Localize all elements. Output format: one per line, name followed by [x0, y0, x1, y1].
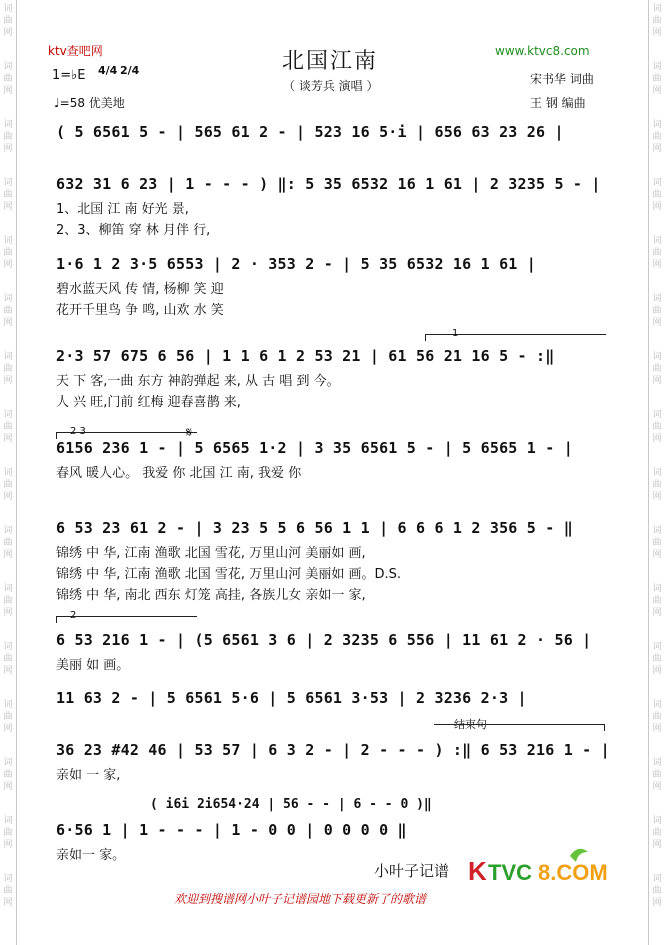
watermark-char: 词	[3, 4, 13, 14]
time-signature-2: 2/4	[120, 64, 140, 77]
watermark-char: 曲	[3, 190, 13, 200]
watermark-char: 词	[652, 62, 662, 72]
watermark-char: 曲	[3, 712, 13, 722]
watermark-char: 网	[3, 898, 13, 908]
lyric-line: 碧水蓝天风 传 情, 杨柳 笑 迎	[56, 282, 224, 297]
watermark-char: 网	[652, 608, 662, 618]
song-title: 北国江南	[282, 49, 379, 74]
arranger-credit: 王 钢 编曲	[530, 96, 586, 110]
score-line	[0, 628, 665, 673]
watermark-char: 词	[3, 294, 13, 304]
lyric-line: 2、3、柳笛 穿 林 月伴 行,	[56, 223, 211, 238]
watermark-char: 曲	[3, 538, 13, 548]
watermark-char: 网	[3, 724, 13, 734]
watermark-char: 曲	[3, 248, 13, 258]
watermark-char: 网	[3, 260, 13, 270]
watermark-char: 网	[652, 898, 662, 908]
watermark-char: 曲	[652, 596, 662, 606]
watermark-char: 词	[652, 120, 662, 130]
notation-line: 6 53 23 61 2 - | 3 23 5 5 6 56 1 1 | 6 6 6 1 2 356 5 - ‖	[56, 519, 573, 537]
watermark-char: 词	[3, 62, 13, 72]
watermark-char: 曲	[652, 654, 662, 664]
notation-line: 6156 236 1 - | 5 6565 1·2 | 3 35 6561 5 - | 5 6565 1 - |	[56, 439, 573, 457]
watermark-char: 词	[652, 758, 662, 768]
notation-line: ( 5 6561 5 - | 565 61 2 - | 523 16 5·i | 656 63 23 26 |	[56, 123, 564, 141]
watermark-char: 词	[3, 120, 13, 130]
arranger-signature: 小叶子记谱	[374, 862, 450, 880]
notation-line: 6 53 216 1 - | (5 6561 3 6 | 2 3235 6 556 | 11 61 2 · 56 |	[56, 631, 592, 649]
watermark-char: 曲	[652, 422, 662, 432]
watermark-char: 网	[3, 608, 13, 618]
lyric-line: 亲如一 家。	[56, 848, 126, 863]
watermark-char: 词	[3, 468, 13, 478]
watermark-char: 曲	[652, 770, 662, 780]
watermark-char: 词	[652, 410, 662, 420]
watermark-char: 词	[3, 236, 13, 246]
watermark-char: 曲	[3, 306, 13, 316]
segno-sign: 𝄋	[186, 425, 193, 441]
score-line	[0, 436, 665, 481]
watermark-char: 网	[652, 376, 662, 386]
volta-last-bracket	[56, 616, 197, 623]
lyric-line: 1、北国 江 南 好光 景,	[56, 202, 189, 217]
score-line	[0, 172, 665, 238]
watermark-char: 曲	[652, 132, 662, 142]
watermark-char: 曲	[652, 364, 662, 374]
notation-line: 1·6 1 2 3·5 6553 | 2 · 353 2 - | 5 35 6532 16 1 61 |	[56, 255, 536, 273]
watermark-char: 词	[652, 874, 662, 884]
watermark-char: 曲	[3, 16, 13, 26]
watermark-char: 网	[652, 318, 662, 328]
watermark-char: 曲	[3, 596, 13, 606]
watermark-char: 网	[3, 86, 13, 96]
notation-line: 632 31 6 23 | 1 - - - ) ‖: 5 35 6532 16 1 61 | 2 3235 5 - |	[56, 175, 601, 193]
watermark-char: 词	[3, 526, 13, 536]
logo-tvc-letters: TVC	[488, 860, 532, 885]
score-line	[0, 686, 665, 710]
watermark-char: 词	[3, 584, 13, 594]
website-url: www.ktvc8.com	[495, 44, 590, 58]
watermark-char: 曲	[652, 886, 662, 896]
watermark-char: 网	[3, 492, 13, 502]
watermark-char: 曲	[3, 886, 13, 896]
lyric-line: 春风 暖人心。 我爱 你 北国 江 南, 我爱 你	[56, 466, 302, 481]
watermark-char: 曲	[3, 74, 13, 84]
watermark-char: 词	[652, 642, 662, 652]
watermark-char: 词	[652, 700, 662, 710]
watermark-char: 词	[652, 4, 662, 14]
lyric-line: 亲如 一 家,	[56, 768, 121, 783]
watermark-char: 网	[652, 86, 662, 96]
watermark-char: 词	[3, 700, 13, 710]
watermark-char: 词	[652, 526, 662, 536]
watermark-char: 词	[652, 816, 662, 826]
watermark-char: 词	[3, 410, 13, 420]
watermark-char: 词	[3, 758, 13, 768]
watermark-char: 网	[3, 434, 13, 444]
site-label: ktv查吧网	[48, 44, 103, 58]
watermark-char: 词	[652, 178, 662, 188]
score-line	[0, 120, 665, 144]
score-line	[0, 738, 665, 783]
watermark-char: 曲	[3, 480, 13, 490]
logo-k-letter: K	[468, 856, 487, 886]
watermark-char: 网	[652, 202, 662, 212]
watermark-char: 网	[3, 666, 13, 676]
key-signature: 1=♭E	[52, 68, 86, 83]
watermark-char: 曲	[3, 422, 13, 432]
watermark-char: 网	[652, 260, 662, 270]
lyricist-credit: 宋书华 词曲	[530, 72, 594, 86]
lyric-line: 锦绣 中 华, 江南 渔歌 北国 雪花, 万里山河 美丽如 画。D.S.	[56, 567, 401, 582]
lyric-line: 锦绣 中 华, 南北 西东 灯笼 高挂, 各族儿女 亲如一 家,	[56, 588, 366, 603]
watermark-char: 网	[3, 202, 13, 212]
score-line	[0, 516, 665, 603]
watermark-char: 曲	[652, 248, 662, 258]
ktvc8-logo	[466, 846, 616, 902]
watermark-char: 词	[652, 352, 662, 362]
watermark-char: 网	[652, 28, 662, 38]
lyric-line: 天 下 客,一曲 东方 神韵弹起 来, 从 古 唱 到 今。	[56, 374, 340, 389]
watermark-char: 曲	[3, 770, 13, 780]
watermark-char: 词	[652, 584, 662, 594]
lyric-line: 花开千里鸟 争 鸣, 山欢 水 笑	[56, 303, 224, 318]
notation-line: 36 23 #42 46 | 53 57 | 6 3 2 - | 2 - - - ) :‖ 6 53 216 1 - |	[56, 741, 610, 759]
watermark-char: 曲	[3, 364, 13, 374]
watermark-char: 网	[652, 724, 662, 734]
watermark-char: 曲	[652, 16, 662, 26]
watermark-char: 曲	[652, 712, 662, 722]
watermark-char: 网	[652, 666, 662, 676]
watermark-char: 曲	[652, 480, 662, 490]
logo-number: 8.COM	[538, 860, 608, 885]
watermark-char: 词	[3, 642, 13, 652]
watermark-char: 网	[3, 318, 13, 328]
watermark-char: 词	[3, 874, 13, 884]
lyric-line: 人 兴 旺,门前 红梅 迎春喜鹊 来,	[56, 395, 241, 410]
ending-bracket	[434, 724, 605, 731]
performer: （ 谈芳兵 演唱 ）	[283, 79, 379, 93]
watermark-char: 网	[3, 550, 13, 560]
watermark-char: 词	[3, 352, 13, 362]
notation-line: 6·56 1 | 1 - - - | 1 - 0 0 | 0 0 0 0 ‖	[56, 821, 407, 839]
watermark-char: 网	[3, 840, 13, 850]
notation-line: 11 63 2 - | 5 6561 5·6 | 5 6561 3·53 | 2 3236 2·3 |	[56, 689, 527, 707]
watermark-char: 网	[652, 492, 662, 502]
watermark-char: 网	[652, 840, 662, 850]
watermark-char: 网	[3, 144, 13, 154]
watermark-char: 词	[652, 468, 662, 478]
tempo-marking: ♩=58 优美地	[54, 96, 125, 110]
watermark-char: 曲	[652, 828, 662, 838]
score-line	[0, 252, 665, 318]
watermark-char: 词	[652, 236, 662, 246]
watermark-char: 词	[3, 178, 13, 188]
coda-line: ( i6i 2i654·24 | 56 - - | 6 - - 0 )‖	[150, 797, 432, 812]
notation-line: 2·3 57 675 6 56 | 1 1 6 1 2 53 21 | 61 56 21 16 5 - :‖	[56, 347, 555, 365]
volta-last-label: 2	[70, 610, 77, 621]
watermark-char: 曲	[652, 306, 662, 316]
watermark-char: 网	[3, 28, 13, 38]
score-line	[0, 344, 665, 410]
ending-label: 结束句	[454, 718, 487, 731]
lyric-line: 美丽 如 画。	[56, 658, 130, 673]
watermark-char: 网	[652, 782, 662, 792]
score-line	[0, 818, 665, 863]
watermark-char: 网	[652, 144, 662, 154]
volta-2-label: 2 3	[70, 426, 86, 437]
watermark-char: 曲	[3, 828, 13, 838]
lyric-line: 锦绣 中 华, 江南 渔歌 北国 雪花, 万里山河 美丽如 画,	[56, 546, 366, 561]
footer-note: 欢迎到搜谱网小叶子记谱园地下载更新了的歌谱	[174, 892, 427, 906]
watermark-char: 曲	[652, 74, 662, 84]
watermark-char: 曲	[3, 132, 13, 142]
watermark-char: 曲	[652, 538, 662, 548]
watermark-char: 网	[3, 376, 13, 386]
time-signature-1: 4/4	[98, 64, 118, 77]
watermark-char: 曲	[3, 654, 13, 664]
volta-1-label: 1	[452, 328, 459, 339]
watermark-char: 网	[652, 434, 662, 444]
watermark-char: 曲	[652, 190, 662, 200]
watermark-char: 网	[3, 782, 13, 792]
watermark-char: 词	[3, 816, 13, 826]
watermark-char: 网	[652, 550, 662, 560]
watermark-char: 词	[652, 294, 662, 304]
